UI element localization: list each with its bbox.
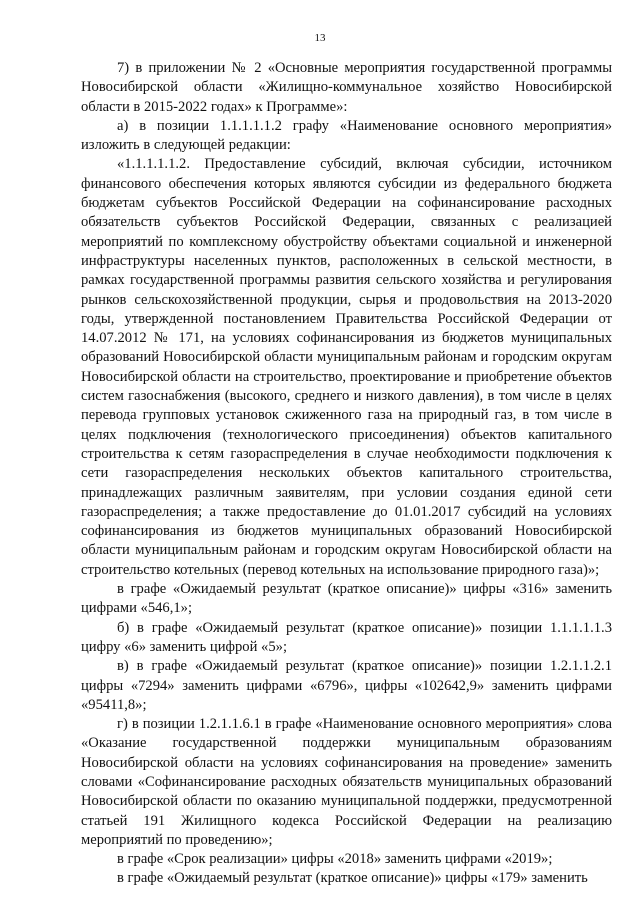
paragraph-item-7: 7) в приложении № 2 «Основные мероприятия государственной программы Новосибирской области «Жилищно-коммунальное хозяйство Новосибирской области в 2015-2022 годах» к Программе»:: [81, 60, 612, 115]
document-body: [81, 59, 612, 889]
paragraph-new-wording: «1.1.1.1.1.2. Предоставление субсидий, включая субсидии, источником финансового обеспечения которых являются субсидии из федерального бюджета бюджетам субъектов Российской Федерации на софинансирование расходных обязательств субъектов Российской Федерации, связанных с реализацией мероприятий по комплексному обустройству объектами социальной и инженерной инфраструктуры населенных пунктов, расположенных в сельской местности, в рамках государственной программы развития сельского хозяйства и регулирования рынков сельскохозяйственной продукции, сырья и продовольствия на 2013-2020 годы, утвержденной постановлением Правительства Российской Федерации от 14.07.2012 № 171, на условиях софинансирования из бюджетов муниципальных образований Новосибирской области муниципальным районам и городским округам Новосибирской области на строительство, проектирование и приобретение объектов систем газоснабжения (высокого, среднего и низкого давления), в том числе в целях перевода групповых установок сжиженного газа на природный газ, в том числе в целях подключения (технологического присоединения) объектов капитального строительства к сетям газораспределения в случае необходимости подключения к сети газораспределения нескольких объектов капитального строительства, принадлежащих различным заявителям, при условии создания единой сети газораспределения; а также предоставление до 01.01.2017 субсидий на условиях софинансирования из бюджетов муниципальных образований Новосибирской области муниципальным районам и городским округам Новосибирской области на строительство котельных (перевод котельных на использование природного газа)»;: [81, 156, 612, 578]
paragraph-expected-result-change: в графе «Ожидаемый результат (краткое описание)» цифры «316» заменить цифрами «546,1»;: [81, 581, 612, 617]
page-number: 13: [314, 32, 326, 44]
paragraph-subitem-g: г) в позиции 1.2.1.1.6.1 в графе «Наименование основного мероприятия» слова «Оказание государственной поддержки муниципальным образованиям Новосибирской области на условиях софинансирования на проведение» заменить словами «Софинансирование расходных обязательств муниципальных образований Новосибирской области по оказанию муниципальной поддержки, предусмотренной статьей 191 Жилищного кодекса Российской Федерации на реализацию мероприятий по проведению»;: [81, 716, 612, 848]
paragraph-subitem-b: б) в графе «Ожидаемый результат (краткое описание)» позиции 1.1.1.1.1.3 цифру «6» заменить цифрой «5»;: [81, 619, 612, 655]
paragraph-subitem-v: в) в графе «Ожидаемый результат (краткое описание)» позиции 1.2.1.1.2.1 цифры «7294» заменить цифрами «6796», цифры «102642,9» заменить цифрами «95411,8»;: [81, 658, 612, 713]
paragraph-result-change-continued: в графе «Ожидаемый результат (краткое описание)» цифры «179» заменить: [117, 870, 588, 887]
paragraph-term-change: в графе «Срок реализации» цифры «2018» заменить цифрами «2019»;: [117, 851, 553, 868]
paragraph-subitem-a: а) в позиции 1.1.1.1.1.2 графу «Наименование основного мероприятия» изложить в следующей редакции:: [81, 117, 612, 154]
